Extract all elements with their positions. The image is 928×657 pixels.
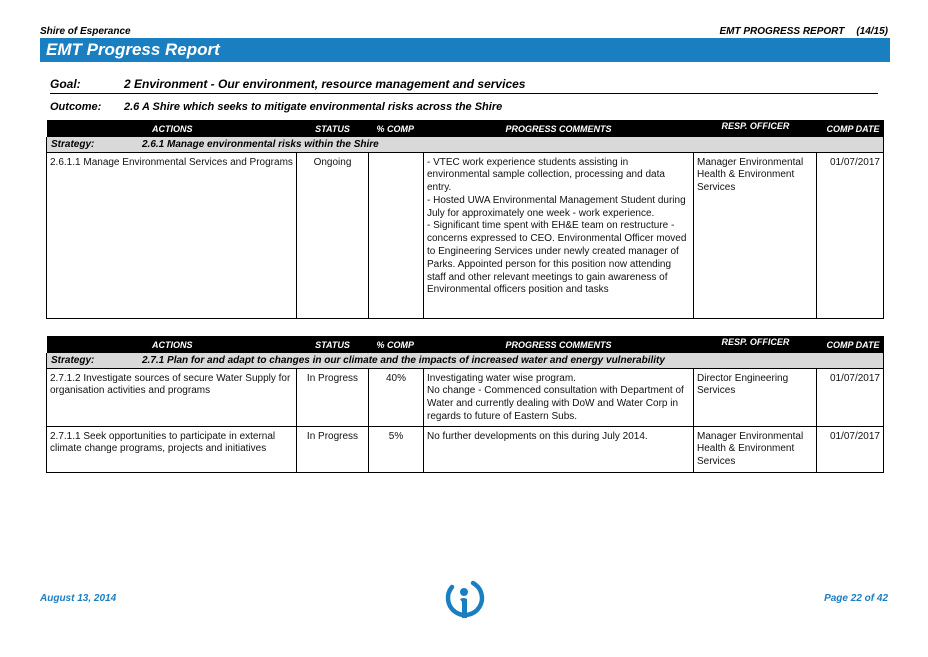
comments-cell bbox=[424, 152, 694, 318]
comments-cell bbox=[424, 426, 694, 472]
strategy-text: 2.7.1 Plan for and adapt to changes in our climate and the impacts of increased water and energy vulnerability bbox=[142, 354, 665, 366]
strategy-label: Strategy: bbox=[51, 354, 95, 366]
col-actions: ACTIONS bbox=[47, 120, 297, 137]
col-date: COMP DATE bbox=[817, 120, 884, 137]
goal-label: Goal: bbox=[50, 77, 81, 91]
outcome-label: Outcome: bbox=[50, 101, 102, 113]
officer-cell: Manager Environmental Health & Environment Services bbox=[694, 426, 817, 472]
page-title: EMT Progress Report bbox=[46, 40, 220, 59]
table-header-row bbox=[47, 120, 884, 137]
comment-line: No further developments on this during July 2014. bbox=[427, 430, 648, 442]
col-comments: PROGRESS COMMENTS bbox=[424, 336, 694, 353]
officer-cell: Director Engineering Services bbox=[694, 368, 817, 426]
action-cell: 2.7.1.2 Investigate sources of secure Water Supply for organisation activities and programs bbox=[47, 368, 297, 426]
action-cell: 2.7.1.1 Seek opportunities to participate in external climate change programs, projects and initiatives bbox=[47, 426, 297, 472]
organisation-name: Shire of Esperance bbox=[40, 26, 131, 37]
comp-cell: 5% bbox=[369, 426, 424, 472]
officer-cell: Manager Environmental Health & Environment Services bbox=[694, 152, 817, 318]
title-bar bbox=[40, 38, 890, 62]
status-cell: In Progress bbox=[297, 368, 369, 426]
col-officer: RESP. OFFICER bbox=[694, 120, 817, 137]
outcome-text: 2.6 A Shire which seeks to mitigate environmental risks across the Shire bbox=[124, 101, 503, 113]
date-cell: 01/07/2017 bbox=[817, 368, 884, 426]
actions-table-1 bbox=[46, 120, 884, 319]
comment-line: Investigating water wise program. bbox=[427, 372, 576, 384]
comment-line: - VTEC work experience students assisting in environmental sample collection, processing and data entry. bbox=[427, 156, 665, 194]
date-cell: 01/07/2017 bbox=[817, 152, 884, 318]
status-cell: Ongoing bbox=[297, 152, 369, 318]
date-cell: 01/07/2017 bbox=[817, 426, 884, 472]
strategy-text: 2.6.1 Manage environmental risks within the Shire bbox=[142, 138, 379, 150]
comment-line: - Significant time spent with EH&E team on restructure - concerns expressed to CEO. Environmental Officer moved to Engineering Services under newly created manager of Parks. Appointed person for this position now attending staff and other relevant meetings to gain awareness of Environmental officers position and tasks bbox=[427, 220, 687, 296]
footer-date: August 13, 2014 bbox=[40, 593, 117, 604]
goal-row bbox=[50, 77, 878, 94]
action-cell: 2.6.1.1 Manage Environmental Services and Programs bbox=[47, 152, 297, 318]
col-date: COMP DATE bbox=[817, 336, 884, 353]
col-comp: % COMP bbox=[369, 120, 424, 137]
report-header bbox=[719, 26, 888, 37]
comp-cell bbox=[369, 152, 424, 318]
strategy-row bbox=[47, 137, 884, 152]
table-row bbox=[47, 368, 884, 426]
status-cell: In Progress bbox=[297, 426, 369, 472]
footer-page-number: Page 22 of 42 bbox=[824, 593, 888, 604]
col-status: STATUS bbox=[297, 120, 369, 137]
shire-logo-icon bbox=[443, 578, 487, 620]
goal-text: 2 Environment - Our environment, resource management and services bbox=[124, 77, 526, 91]
comment-line: - Hosted UWA Environmental Management Student during July for approximately one week - work experience. bbox=[427, 194, 686, 219]
col-actions: ACTIONS bbox=[47, 336, 297, 353]
section-pages: (14/15) bbox=[856, 26, 888, 37]
col-comp: % COMP bbox=[369, 336, 424, 353]
col-status: STATUS bbox=[297, 336, 369, 353]
strategy-label: Strategy: bbox=[51, 138, 95, 150]
report-name: EMT PROGRESS REPORT bbox=[719, 26, 845, 37]
table-row bbox=[47, 152, 884, 318]
comment-line: No change - Commenced consultation with Department of Water and currently dealing with DoW and Water Corp in regards to future of Eastern Subs. bbox=[427, 385, 684, 422]
table-row bbox=[47, 426, 884, 472]
actions-table-2 bbox=[46, 336, 884, 473]
comments-cell bbox=[424, 368, 694, 426]
col-comments: PROGRESS COMMENTS bbox=[424, 120, 694, 137]
col-officer: RESP. OFFICER bbox=[694, 336, 817, 353]
table-header-row bbox=[47, 336, 884, 353]
comp-cell: 40% bbox=[369, 368, 424, 426]
strategy-row bbox=[47, 353, 884, 368]
